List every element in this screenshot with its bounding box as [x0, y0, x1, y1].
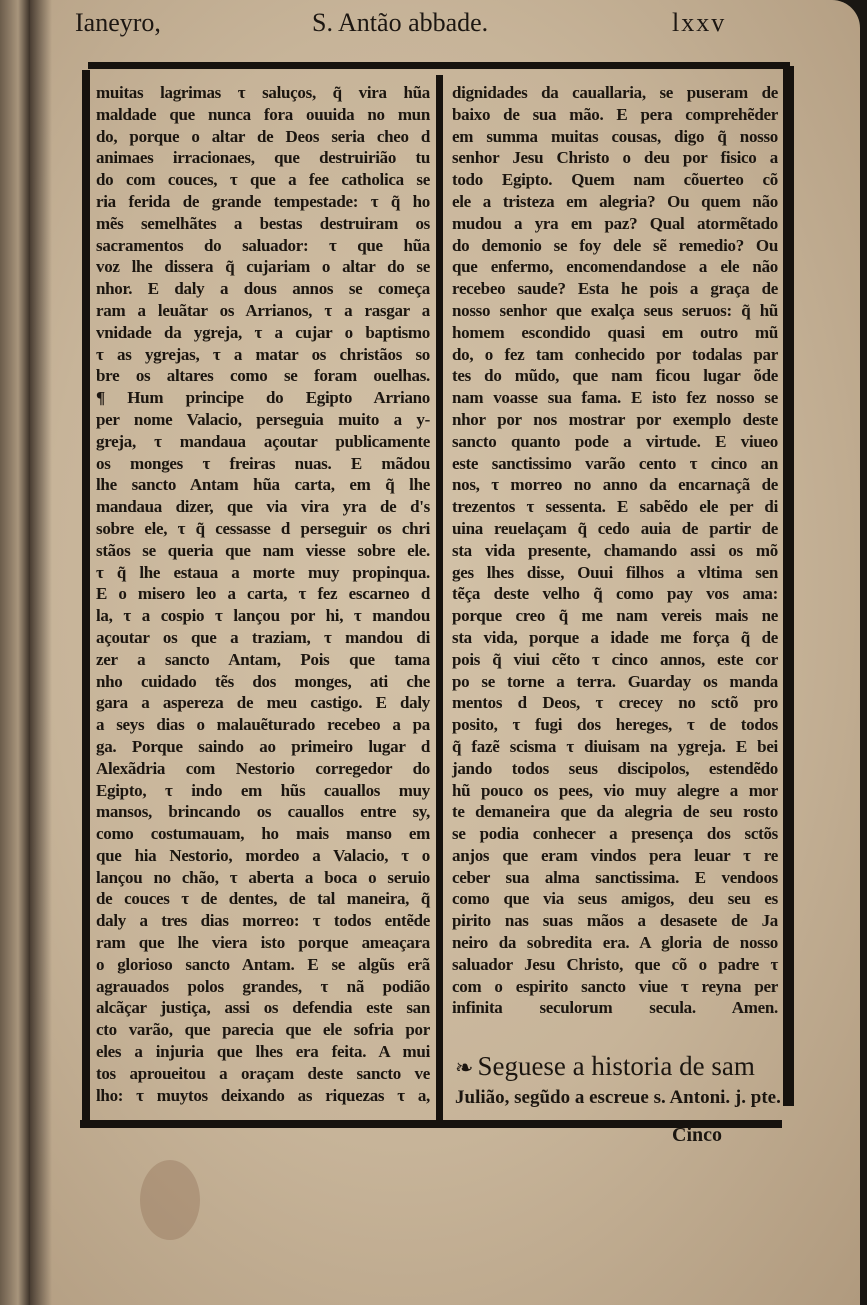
- heading-text: Seguese a historia de sam: [477, 1051, 755, 1081]
- text-line: vnidade da ygreja, τ a cujar o baptismo: [96, 322, 430, 342]
- folio-number: lxxv: [672, 8, 727, 37]
- text-line: eles a injuria que lhes era feita. A mui: [96, 1042, 430, 1062]
- text-line: nosso senhor que exalça seus seruos: q̃ hũ: [452, 300, 778, 320]
- text-line: sancto quanto pode a virtude. E viueo: [452, 431, 778, 451]
- left-border: [82, 70, 90, 1122]
- text-line: a seys dias o malauẽturado recebeo a pa: [96, 715, 430, 735]
- text-line: sobre ele, τ q̃ cessasse d perseguir os chri: [96, 518, 430, 538]
- catchword: Cinco: [672, 1124, 722, 1146]
- text-line: ga. Porque saindo ao primeiro lugar d: [96, 736, 430, 756]
- text-line: infinita seculorum secula. Amen.: [452, 998, 778, 1018]
- text-line: ele a tristeza em alegria? Ou quem não: [452, 191, 778, 211]
- text-line: açoutar os que a traziam, τ mandou di: [96, 627, 430, 647]
- text-line: tẽça deste velho q̃ como pay vos ama:: [452, 584, 778, 604]
- text-line: voz lhe dissera q̃ cujariam o altar do se: [96, 257, 430, 277]
- text-line: animaes irracionaes, que destruirião tu: [96, 148, 430, 168]
- text-line: que hia Nestorio, mordeo a Valacio, τ o: [96, 845, 430, 865]
- text-line: baixo de sua mão. E pera comprehẽder: [452, 104, 778, 124]
- text-line: dignidades da cauallaria, se puseram de: [452, 83, 778, 102]
- text-line: daly a tres dias morreo: τ todos entẽde: [96, 911, 430, 931]
- paper-stain: [140, 1160, 200, 1240]
- heading-line-2: Julião, segũdo a escreue s. Antoni. j. pte.: [455, 1087, 781, 1108]
- next-chapter-heading: [455, 1050, 780, 1112]
- left-text-column: [96, 82, 430, 1106]
- text-line: po se torne a terra. Guarday os manda: [452, 671, 778, 691]
- text-line: sta vida, porque a idade me força q̃ de: [452, 627, 778, 647]
- text-line: mentos d Deos, τ crecey no sctõ pro: [452, 693, 778, 713]
- text-line: Alexãdria com Nestorio corregedor do: [96, 758, 430, 778]
- text-line: sacramentos do saluador: τ que hũa: [96, 235, 430, 255]
- text-line: com o espirito sancto viue τ reyna per: [452, 976, 778, 996]
- text-line: pirito nas suas mãos a desasete de Ja: [452, 911, 778, 931]
- running-head-title: S. Antão abbade.: [312, 8, 489, 37]
- text-line: tes do mũdo, que nam ficou lugar õde: [452, 366, 778, 386]
- text-line: ges lhes disse, Ouui filhos a vltima sen: [452, 562, 778, 582]
- text-line: lho: τ muytos deixando as riquezas τ a,: [96, 1085, 430, 1105]
- text-line: zer a sancto Antam, Pois que tama: [96, 649, 430, 669]
- text-line: per nome Valacio, perseguia muito a y-: [96, 409, 430, 429]
- text-line: nhor por nos mostrar por exemplo deste: [452, 409, 778, 429]
- text-line: homem escondido quasi em outro mũ: [452, 322, 778, 342]
- text-line: gara a aspereza de meu castigo. E daly: [96, 693, 430, 713]
- text-line: saluador Jesu Christo, que cõ o padre τ: [452, 954, 778, 974]
- text-line: cto varão, que parecia que ele sofria por: [96, 1020, 430, 1040]
- text-line: este sanctissimo varão cento τ cinco an: [452, 453, 778, 473]
- text-line: alcãçar justiça, assi os defendia este san: [96, 998, 430, 1018]
- text-line: E o misero leo a carta, τ fez escarneo d: [96, 584, 430, 604]
- text-line: sta vida presente, chamando assi os mõ: [452, 540, 778, 560]
- text-line: ram a leuãtar os Arrianos, τ a rasgar a: [96, 300, 430, 320]
- text-line: τ as ygrejas, τ a matar os christãos so: [96, 344, 430, 364]
- right-text-column: [452, 82, 778, 1019]
- text-line: ceber sua alma sanctissima. E vendoos: [452, 867, 778, 887]
- text-line: mandaua dizer, que via vira yra de d's: [96, 497, 430, 517]
- text-line: uina reuelaçam q̃ cedo auia de partir de: [452, 518, 778, 538]
- text-line: todo Egipto. Quem nam cõuerteo cõ: [452, 170, 778, 190]
- text-line: como costumauam, ho mais manso em: [96, 824, 430, 844]
- text-line: que enfermo, encomendandose a ele não: [452, 257, 778, 277]
- fleuron-icon: ❧: [455, 1055, 474, 1080]
- text-line: como que via seus amigos, deu seu es: [452, 889, 778, 909]
- text-line: nos, τ morreo no anno da encarnaçã de: [452, 475, 778, 495]
- text-line: maldade que nunca fora ouuida no mun: [96, 104, 430, 124]
- text-line: nhor. E daly a dous annos se começa: [96, 279, 430, 299]
- text-line: q̃ fazẽ scisma τ diuisam na ygreja. E bei: [452, 736, 778, 756]
- text-line: o glorioso sancto Antam. E se algũs erã: [96, 954, 430, 974]
- text-line: stãos se queria que nam viesse sobre ele.: [96, 540, 430, 560]
- text-line: neiro da sobredita era. A gloria de nosso: [452, 933, 778, 953]
- text-line: do, o fez tam conhecido por todalas par: [452, 344, 778, 364]
- text-line: mẽs semelhãtes a bestas destruiram os: [96, 213, 430, 233]
- text-line: agrauados polos grandes, τ nã podião: [96, 976, 430, 996]
- top-rule: [88, 62, 790, 69]
- text-line: em summa muitas cousas, digo q̃ nosso: [452, 126, 778, 146]
- text-line: ram que lhe viera isto porque ameaçara: [96, 933, 430, 953]
- right-border: [783, 66, 794, 1106]
- text-line: senhor Jesu Christo o deu por fisico a: [452, 148, 778, 168]
- text-line: ¶ Hum principe do Egipto Arriano: [96, 388, 430, 408]
- text-line: ria ferida de grande tempestade: τ q̃ ho: [96, 191, 430, 211]
- text-line: la, τ a cospio τ lançou por hi, τ mandou: [96, 606, 430, 626]
- text-line: lançou no chão, τ aberta a boca o seruio: [96, 867, 430, 887]
- text-line: bre os altares como se foram ouelhas.: [96, 366, 430, 386]
- page-gutter-shadow: [30, 0, 52, 1305]
- text-line: τ q̃ lhe estaua a morte muy propinqua.: [96, 562, 430, 582]
- text-line: do com couces, τ que a fee catholica se: [96, 170, 430, 190]
- heading-line-1: [455, 1050, 780, 1084]
- text-line: muitas lagrimas τ saluços, q̃ vira hũa: [96, 83, 430, 102]
- text-line: anjos que eram vindos pera leuar τ re: [452, 845, 778, 865]
- text-line: do, porque o altar de Deos seria cheo d: [96, 126, 430, 146]
- text-line: os monges τ freiras nuas. E mãdou: [96, 453, 430, 473]
- text-line: do demonio se foy dele sẽ remedio? Ou: [452, 235, 778, 255]
- text-line: lhe sancto Antam hũa carta, em q̃ lhe: [96, 475, 430, 495]
- text-line: te demaneira que da alegria de seu rosto: [452, 802, 778, 822]
- text-line: tos aproueitou a oraçam deste sancto ve: [96, 1063, 430, 1083]
- text-line: porque creo q̃ me nam vereis mais ne: [452, 606, 778, 626]
- previous-page-edge: [0, 0, 30, 1305]
- text-line: mansos, brincando os cauallos entre sy,: [96, 802, 430, 822]
- text-line: pois q̃ viui cẽto τ cinco annos, este cor: [452, 649, 778, 669]
- text-line: hũ pouco os pees, vio muy alegre a mor: [452, 780, 778, 800]
- text-line: nam voasse sua fama. E isto fez nosso se: [452, 388, 778, 408]
- text-line: recebeo saude? Esta he pois a graça de: [452, 279, 778, 299]
- column-divider: [436, 75, 443, 1120]
- text-line: trezentos τ sessenta. E sabẽdo ele per di: [452, 497, 778, 517]
- text-line: jando todos seus discipolos, estendẽdo: [452, 758, 778, 778]
- running-head-month: Ianeyro,: [75, 8, 161, 37]
- text-line: se podia conhecer a presença dos sctõs: [452, 824, 778, 844]
- text-line: de couces τ de dentes, de tal maneira, q̃: [96, 889, 430, 909]
- text-line: Egipto, τ indo em hũs cauallos muy: [96, 780, 430, 800]
- text-line: posito, τ fugi dos hereges, τ de todos: [452, 715, 778, 735]
- text-line: greja, τ mandaua açoutar publicamente: [96, 431, 430, 451]
- text-line: nho cuidado tẽs dos monges, ati che: [96, 671, 430, 691]
- text-line: mudou a yra em paz? Qual atormẽtado: [452, 213, 778, 233]
